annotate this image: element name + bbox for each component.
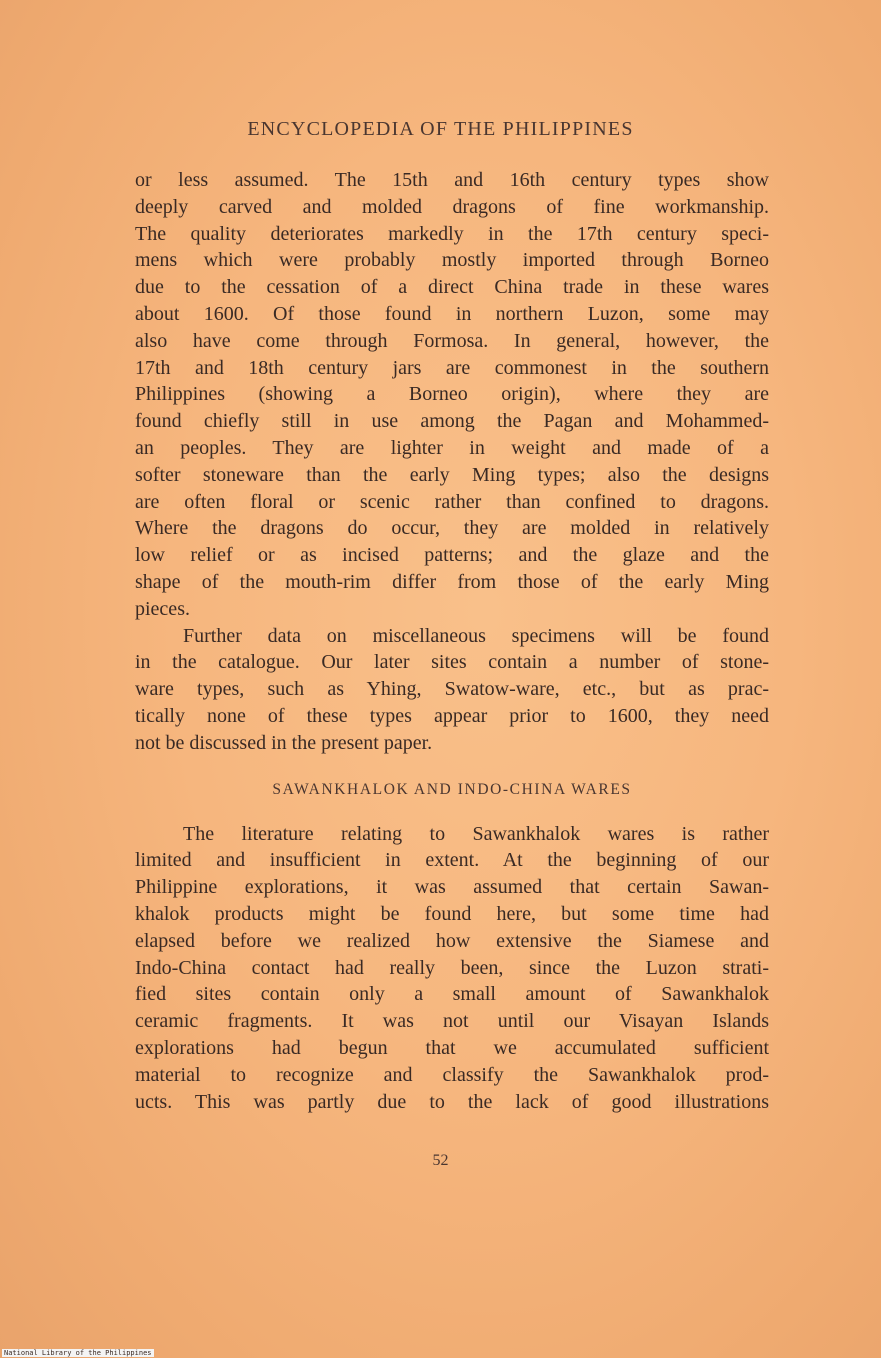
text-line: are often floral or scenic rather than confined to dragons. <box>135 490 769 513</box>
text-line: deeply carved and molded dragons of fine workmanship. <box>135 195 769 218</box>
text-line: also have come through Formosa. In general, however, the <box>135 329 769 352</box>
text-line: explorations had begun that we accumulated sufficient <box>135 1036 769 1059</box>
section-heading: SAWANKHALOK AND INDO-CHINA WARES <box>272 780 632 798</box>
paragraph-3 <box>135 821 769 1116</box>
paragraph-1 <box>135 167 769 623</box>
text-line: tically none of these types appear prior to 1600, they need <box>135 704 769 727</box>
text-line: found chiefly still in use among the Pagan and Mohammed- <box>135 410 769 433</box>
text-line: khalok products might be found here, but some time had <box>135 902 769 925</box>
text-line: pieces. <box>135 597 190 620</box>
text-line: shape of the mouth-rim differ from those of the early Ming <box>135 570 769 593</box>
text-line: ceramic fragments. It was not until our Visayan Islands <box>135 1010 769 1033</box>
text-line: ware types, such as Yhing, Swatow-ware, etc., but as prac- <box>135 678 769 701</box>
text-line: softer stoneware than the early Ming types; also the designs <box>135 463 769 486</box>
text-line: in the catalogue. Our later sites contain a number of stone- <box>135 651 769 674</box>
text-line: elapsed before we realized how extensive the Siamese and <box>135 929 769 952</box>
text-line: low relief or as incised patterns; and the glaze and the <box>135 544 769 567</box>
text-line: Philippines (showing a Borneo origin), where they are <box>135 383 769 406</box>
running-head: ENCYCLOPEDIA OF THE PHILIPPINES <box>247 118 634 140</box>
text-line: Indo-China contact had really been, since the Luzon strati- <box>135 956 769 979</box>
text-line: Philippine explorations, it was assumed that certain Sawan- <box>135 876 769 899</box>
paragraph-2 <box>135 623 769 757</box>
text-line: Where the dragons do occur, they are molded in relatively <box>135 517 769 540</box>
text-line: limited and insufficient in extent. At the beginning of our <box>135 849 769 872</box>
text-line: The literature relating to Sawankhalok wares is rather <box>183 822 769 845</box>
page-number: 52 <box>432 1152 449 1169</box>
text-line: about 1600. Of those found in northern Luzon, some may <box>135 302 769 325</box>
library-credit: National Library of the Philippines <box>4 1349 152 1357</box>
text-line: Further data on miscellaneous specimens will be found <box>183 624 769 647</box>
text-line: fied sites contain only a small amount of Sawankhalok <box>135 983 769 1006</box>
text-line: or less assumed. The 15th and 16th century types show <box>135 169 769 191</box>
text-line: due to the cessation of a direct China trade in these wares <box>135 276 769 299</box>
text-line: The quality deteriorates markedly in the 17th century speci- <box>135 222 769 245</box>
text-line: material to recognize and classify the Sawankhalok prod- <box>135 1063 769 1086</box>
text-line: not be discussed in the present paper. <box>135 731 433 754</box>
text-line: ucts. This was partly due to the lack of good illustrations <box>135 1090 769 1113</box>
text-line: an peoples. They are lighter in weight and made of a <box>135 436 769 459</box>
body-text <box>135 167 769 1115</box>
text-line: 17th and 18th century jars are commonest in the southern <box>135 356 769 379</box>
text-line: mens which were probably mostly imported through Borneo <box>135 249 769 272</box>
